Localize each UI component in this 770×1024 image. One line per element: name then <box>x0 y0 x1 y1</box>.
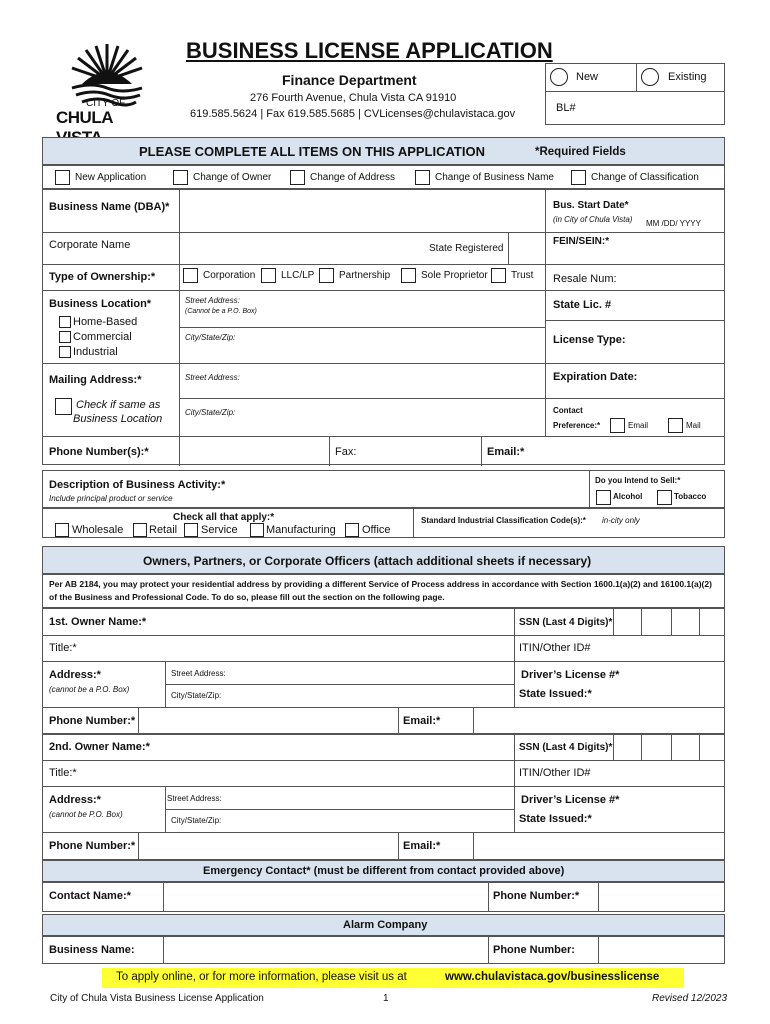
business-info-section <box>42 189 725 465</box>
owner1-phone-label: Phone Number:* <box>49 715 136 727</box>
description-row <box>42 470 725 508</box>
owners-banner <box>42 546 725 574</box>
department-contact: 619.585.5624 | Fax 619.585.5685 | CVLicenses@chulavistaca.gov <box>190 108 516 120</box>
resale-number-label: Resale Num: <box>553 273 617 285</box>
change-owner-checkbox[interactable] <box>173 170 188 185</box>
pref-email-label: Email <box>628 421 649 430</box>
location-no-po-box: (Cannot be a P.O. Box) <box>185 308 257 315</box>
sic-label: Standard Industrial Classification Code(s):* <box>421 516 586 525</box>
fax-label: Fax: <box>335 446 357 458</box>
owner2-email-label: Email:* <box>403 840 441 852</box>
llc-label: LLC/LP <box>281 270 315 281</box>
industrial-label: Industrial <box>73 346 118 358</box>
state-registered-label: State Registered <box>429 243 504 254</box>
owner1-street-label: Street Address: <box>171 669 226 678</box>
business-name-label: Business Name (DBA)* <box>49 201 170 213</box>
owner2-no-po-box: (cannot be P.O. Box) <box>49 810 123 819</box>
check-same-line1: Check if same as <box>76 399 161 411</box>
same-as-location-checkbox[interactable] <box>55 398 72 415</box>
office-checkbox[interactable] <box>345 523 359 537</box>
owner2-itin-label: ITIN/Other ID# <box>519 767 591 779</box>
partnership-label: Partnership <box>339 270 391 281</box>
change-owner-label: Change of Owner <box>193 172 272 183</box>
retail-label: Retail <box>149 524 178 536</box>
owner2-block <box>42 733 725 860</box>
trust-checkbox[interactable] <box>491 268 506 283</box>
emergency-title: Emergency Contact* (must be different from contact provided above) <box>203 865 565 877</box>
home-based-checkbox[interactable] <box>59 316 71 328</box>
owner2-title-label: Title:* <box>49 767 77 779</box>
home-based-label: Home-Based <box>73 316 138 328</box>
sole-proprietor-label: Sole Proprietor <box>421 270 488 281</box>
owner2-address-label: Address:* <box>49 794 101 806</box>
business-name-input[interactable] <box>180 190 544 232</box>
sole-proprietor-checkbox[interactable] <box>401 268 416 283</box>
owner1-ssn-label: SSN (Last 4 Digits)* <box>519 617 613 628</box>
location-street-label: Street Address: <box>185 296 240 305</box>
owner1-title-label: Title:* <box>49 642 77 654</box>
footer-revised: Revised 12/2023 <box>652 993 728 1004</box>
ab2184-note-box <box>42 574 725 608</box>
owner2-street-label: Street Address: <box>167 794 222 803</box>
license-type-label: License Type: <box>553 334 626 346</box>
corporate-name-label: Corporate Name <box>49 239 131 251</box>
llc-checkbox[interactable] <box>261 268 276 283</box>
service-label: Service <box>201 524 238 536</box>
manufacturing-label: Manufacturing <box>266 524 336 536</box>
owner2-dl-label: Driver’s License #* <box>521 794 620 806</box>
mailing-address-label: Mailing Address:* <box>49 374 142 386</box>
owner2-name-label: 2nd. Owner Name:* <box>49 741 150 753</box>
commercial-checkbox[interactable] <box>59 331 71 343</box>
mailing-csz-label: City/State/Zip: <box>185 408 236 417</box>
existing-radio[interactable] <box>641 68 659 86</box>
bl-number-label: BL# <box>556 102 576 114</box>
change-classification-checkbox[interactable] <box>571 170 586 185</box>
owner1-csz-label: City/State/Zip: <box>171 691 222 700</box>
change-business-name-label: Change of Business Name <box>435 172 554 183</box>
alcohol-label: Alcohol <box>613 492 643 501</box>
business-location-label: Business Location* <box>49 298 152 310</box>
emergency-name-label: Contact Name:* <box>49 890 131 902</box>
alarm-title: Alarm Company <box>343 919 428 931</box>
phone-numbers-input[interactable] <box>180 437 328 465</box>
location-csz-label: City/State/Zip: <box>185 333 236 342</box>
change-business-name-checkbox[interactable] <box>415 170 430 185</box>
contact-pref-line1: Contact <box>553 406 583 415</box>
pref-mail-checkbox[interactable] <box>668 418 683 433</box>
state-license-label: State Lic. # <box>553 299 612 311</box>
banner-title: PLEASE COMPLETE ALL ITEMS ON THIS APPLICATION <box>139 144 485 159</box>
complete-all-banner <box>42 137 725 165</box>
start-date-note: (in City of Chula Vista) <box>553 215 633 224</box>
owner1-no-po-box: (cannot be a P.O. Box) <box>49 685 130 694</box>
form-title: BUSINESS LICENSE APPLICATION <box>186 38 553 63</box>
pref-mail-label: Mail <box>686 421 701 430</box>
tobacco-checkbox[interactable] <box>657 490 672 505</box>
check-same-line2: Business Location <box>73 413 163 425</box>
owner1-name-label: 1st. Owner Name:* <box>49 616 147 628</box>
owner2-csz-label: City/State/Zip: <box>171 816 222 825</box>
wholesale-checkbox[interactable] <box>55 523 69 537</box>
logo-chula-vista: CHULA <box>56 108 113 127</box>
department-address: 276 Fourth Avenue, Chula Vista CA 91910 <box>250 92 457 104</box>
fein-label: FEIN/SEIN:* <box>553 236 610 247</box>
owner1-address-label: Address:* <box>49 669 101 681</box>
retail-checkbox[interactable] <box>133 523 147 537</box>
date-format-hint: MM /DD/ YYYY <box>646 219 701 228</box>
ownership-type-label: Type of Ownership:* <box>49 271 156 283</box>
change-address-checkbox[interactable] <box>290 170 305 185</box>
online-url-link[interactable]: www.chulavistaca.gov/businesslicense <box>445 971 660 983</box>
tobacco-label: Tobacco <box>674 492 707 501</box>
commercial-label: Commercial <box>73 331 132 343</box>
alarm-banner <box>42 914 725 936</box>
owner1-email-label: Email:* <box>403 715 441 727</box>
owner1-block <box>42 608 725 735</box>
emergency-row <box>42 882 725 912</box>
footer-page-number: 1 <box>383 993 389 1004</box>
footer-doc-name: City of Chula Vista Business License Application <box>50 993 264 1004</box>
corporation-label: Corporation <box>203 270 256 281</box>
owner1-itin-label: ITIN/Other ID# <box>519 642 591 654</box>
owner2-phone-label: Phone Number:* <box>49 840 136 852</box>
service-checkbox[interactable] <box>184 523 198 537</box>
expiration-date-label: Expiration Date: <box>553 371 638 383</box>
logo-city-of: CITY OF <box>86 98 126 109</box>
existing-label: Existing <box>668 71 707 83</box>
manufacturing-checkbox[interactable] <box>250 523 264 537</box>
owner2-state-issued-label: State Issued:* <box>519 813 592 825</box>
department-name: Finance Department <box>282 72 417 88</box>
activity-types-row <box>42 508 725 538</box>
sic-note: in-city only <box>602 516 640 525</box>
business-email-label: Email:* <box>487 446 525 458</box>
change-address-label: Change of Address <box>310 172 396 183</box>
location-street-input[interactable] <box>180 291 544 327</box>
new-application-checkbox[interactable] <box>55 170 70 185</box>
emergency-banner <box>42 860 725 882</box>
trust-label: Trust <box>511 270 534 281</box>
mailing-street-label: Street Address: <box>185 373 240 382</box>
new-label: New <box>576 71 599 83</box>
new-application-label: New Application <box>75 172 147 183</box>
contact-pref-line2: Preference:* <box>553 421 601 430</box>
check-all-label: Check all that apply:* <box>173 512 275 523</box>
sell-label: Do you Intend to Sell:* <box>595 476 681 485</box>
ab2184-note: Per AB 2184, you may protect your residential address by providing a different Service of Process address in accordance with Section 1600.1(a)(2) and 16100.1(a)(2) of the Business and Professional Code. To do so, please fill out the section on the following page. <box>49 579 712 602</box>
pref-email-checkbox[interactable] <box>610 418 625 433</box>
online-text: To apply online, or for more information, please visit us at <box>116 971 411 983</box>
corporation-checkbox[interactable] <box>183 268 198 283</box>
partnership-checkbox[interactable] <box>319 268 334 283</box>
alarm-phone-label: Phone Number: <box>493 944 575 956</box>
owner1-state-issued-label: State Issued:* <box>519 688 592 700</box>
city-logo <box>52 40 162 130</box>
industrial-checkbox[interactable] <box>59 346 71 358</box>
description-note: Include principal product or service <box>49 494 173 503</box>
office-label: Office <box>362 524 391 536</box>
description-label: Description of Business Activity:* <box>49 479 226 491</box>
application-types-row <box>42 165 725 189</box>
alarm-row <box>42 936 725 964</box>
owner2-ssn-label: SSN (Last 4 Digits)* <box>519 742 613 753</box>
license-status-box <box>545 63 725 125</box>
alcohol-checkbox[interactable] <box>596 490 611 505</box>
start-date-label: Bus. Start Date* <box>553 200 629 211</box>
wholesale-label: Wholesale <box>72 524 124 536</box>
owners-title: Owners, Partners, or Corporate Officers (attach additional sheets if necessary) <box>143 554 592 568</box>
emergency-phone-label: Phone Number:* <box>493 890 580 902</box>
owner1-dl-label: Driver’s License #* <box>521 669 620 681</box>
online-info-banner <box>102 968 684 988</box>
new-radio[interactable] <box>550 68 568 86</box>
change-classification-label: Change of Classification <box>591 172 699 183</box>
alarm-business-name-label: Business Name: <box>49 944 135 956</box>
phone-numbers-label: Phone Number(s):* <box>49 446 149 458</box>
required-fields-note: *Required Fields <box>535 146 626 158</box>
